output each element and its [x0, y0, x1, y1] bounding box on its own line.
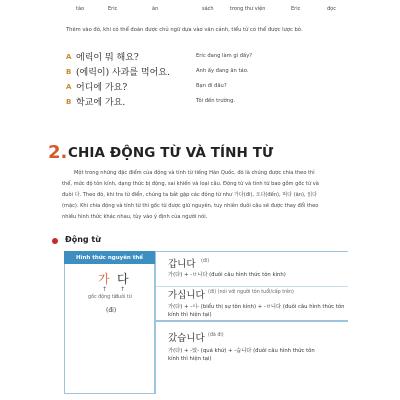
verb-ending: 다	[117, 272, 129, 286]
verb-note: (đi)	[201, 259, 210, 264]
speaker-letter: A	[66, 53, 72, 61]
verb-stem: 가	[98, 272, 110, 286]
paragraph-line: thể, mức độ tôn kính, dạng thức bị động, sai khiến và loại câu. Động từ và tính từ bao gồm gốc từ và	[62, 181, 319, 187]
gloss-word: ăn	[152, 6, 159, 12]
gloss-word: sách	[202, 6, 214, 12]
ending-label: đuôi từ	[115, 295, 132, 300]
conjugation-rule: kính thì hiện tại)	[168, 356, 212, 362]
bullet-dot-icon	[52, 238, 58, 244]
section-number: 2.	[48, 142, 68, 163]
conjugation-rule: 가(다) + -ㅂ니다 (đuôi câu hình thức tôn kính)	[168, 272, 286, 278]
korean-sentence: (에릭이) 사과를 먹어요.	[76, 68, 170, 78]
column-divider	[155, 251, 156, 394]
verb-meaning: (đi)	[106, 307, 117, 314]
verb-note: (đã đi)	[208, 333, 224, 338]
gloss-word: đọc	[327, 6, 336, 12]
paragraph-line: đuôi 다. Theo đó, khi tra từ điển, chúng ta bắt gặp các động từ như 가다(đi), 오다(đến), 먹다 (ăn), 읽다	[62, 192, 318, 198]
speaker-letter: A	[66, 83, 72, 91]
speaker-letter: B	[66, 98, 72, 106]
gloss-word: trong thư viện	[230, 6, 266, 12]
paragraph-line: Một trong những đặc điểm của động và tính từ tiếng Hàn Quốc, đó là chúng được chia theo thì	[74, 170, 315, 176]
table-header: Hình thức nguyên thể	[64, 251, 155, 264]
gloss-word: tào	[76, 6, 85, 12]
vietnamese-translation: Anh ấy đang ăn táo.	[196, 68, 249, 74]
korean-sentence: 에릭이 뭐 해요?	[76, 53, 139, 63]
conjugation-rule: kính thì hiện tại)	[168, 312, 212, 318]
speaker-letter: B	[66, 68, 72, 76]
paragraph-line: (mặc). Khi chia động và tính từ thì gốc từ được giữ nguyên, tuy nhiên đuôi câu sẽ được thay đổi theo	[62, 203, 319, 209]
gloss-word: Eric	[291, 6, 301, 12]
intro-text: Thêm vào đó, khi có thể đoán được chủ ngữ dựa vào văn cảnh, tiểu từ có thể được lược bỏ.	[66, 27, 303, 33]
gloss-word: Eric	[108, 6, 118, 12]
conjugation-rule: 가(다) + -시- (biểu thị sự tôn kính) + -ㅂ니다 (đuôi câu hình thức tôn	[168, 304, 345, 310]
arrow-up-icon: ↑	[120, 286, 126, 293]
conjugated-verb: 갔습니다	[168, 333, 205, 344]
section-title: CHIA ĐỘNG TỪ VÀ TÍNH TỪ	[68, 145, 274, 161]
korean-sentence: 학교에 가요.	[76, 98, 126, 108]
stem-label: gốc động từ	[88, 295, 117, 300]
conjugated-verb: 가십니다	[168, 290, 205, 301]
korean-sentence: 어디에 가요?	[76, 83, 128, 93]
row-divider	[155, 321, 348, 322]
vietnamese-translation: Tôi đến trường.	[196, 98, 236, 104]
paragraph-line: nhiều hình thức khác nhau, tùy vào ý định của người nói.	[62, 214, 208, 220]
arrow-up-icon: ↑	[102, 286, 108, 293]
conjugation-rule: 가(다) + -았- (quá khứ) + -습니다 (đuôi câu hình thức tôn	[168, 348, 315, 354]
conjugated-verb: 갑니다	[168, 259, 196, 270]
subsection-title: Động từ	[65, 235, 101, 244]
verb-note: (đi) (nói với người tôn tuổi/cấp trên)	[208, 290, 294, 295]
vietnamese-translation: Bạn đi đâu?	[196, 83, 227, 89]
vietnamese-translation: Eric đang làm gì đấy?	[196, 53, 253, 59]
